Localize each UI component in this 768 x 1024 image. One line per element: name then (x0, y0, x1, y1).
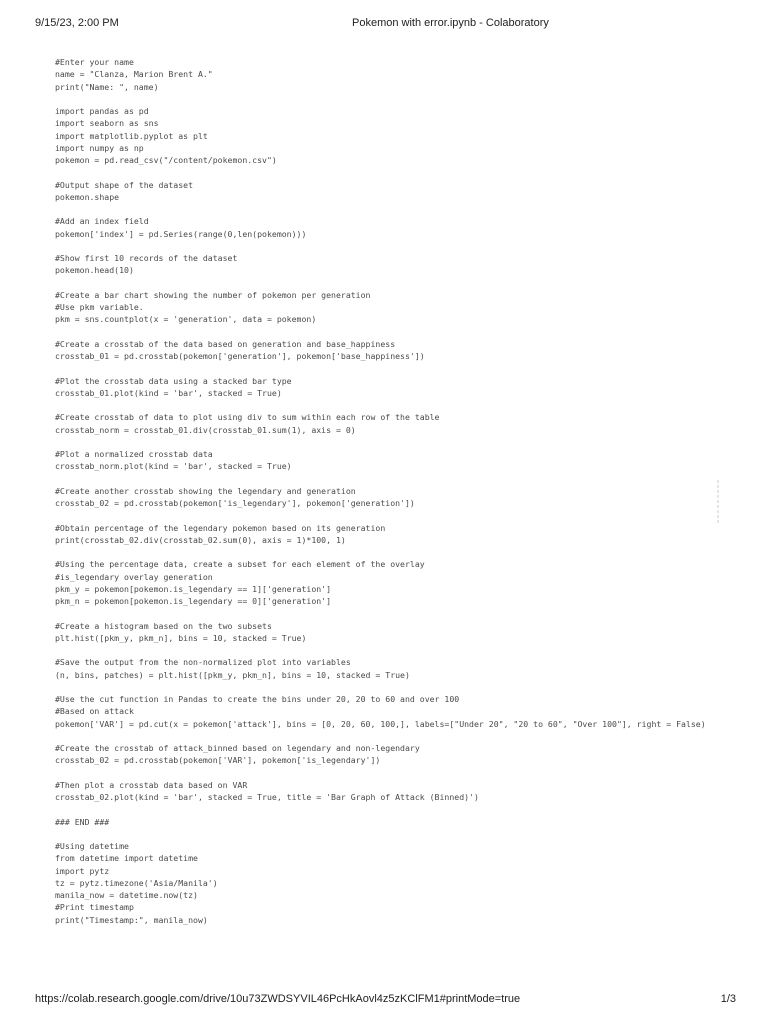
code-line: crosstab_norm = crosstab_01.div(crosstab_01.sum(1), axis = 0) (55, 424, 356, 435)
code-line (55, 399, 706, 411)
code-line: #Create a crosstab of the data based on generation and base_happiness (55, 338, 396, 349)
code-line (55, 166, 706, 178)
code-line (55, 277, 706, 289)
code-line: #Save the output from the non-normalized plot into variables (55, 657, 351, 668)
code-line: #Obtain percentage of the legendary pokemon based on its generation (55, 522, 386, 533)
code-line (55, 644, 706, 656)
code-line: #Plot the crosstab data using a stacked bar type (55, 375, 292, 386)
code-line: #Plot a normalized crosstab data (55, 449, 213, 459)
code-line: #is_legendary overlay generation (55, 571, 213, 582)
side-watermark (714, 478, 722, 548)
code-line (55, 93, 706, 105)
code-line: #Create a bar chart showing the number of pokemon per generation (55, 289, 371, 300)
code-cell (55, 56, 706, 926)
code-line: (n, bins, patches) = plt.hist([pkm_y, pkm_n], bins = 10, stacked = True) (55, 669, 410, 680)
code-line (55, 767, 706, 779)
code-line: #Using datetime (55, 841, 129, 851)
code-line: #Output shape of the dataset (55, 179, 194, 190)
code-line: crosstab_norm.plot(kind = 'bar', stacked = True) (55, 461, 292, 472)
code-line: pokemon.shape (55, 191, 120, 202)
code-line: pkm = sns.countplot(x = 'generation', data = pokemon) (55, 314, 317, 325)
code-line: #Create a histogram based on the two subsets (55, 620, 272, 631)
code-line: import seaborn as sns (55, 118, 159, 129)
code-line (55, 362, 706, 374)
code-line: name = "Clanza, Marion Brent A." (55, 69, 213, 80)
print-header-datetime: 9/15/23, 2:00 PM (35, 17, 119, 29)
code-line: ### END ### (55, 816, 110, 827)
code-line: #Use the cut function in Pandas to create the bins under 20, 20 to 60 and over 100 (55, 694, 460, 704)
code-line (55, 607, 706, 619)
code-line: pokemon = pd.read_csv("/content/pokemon.csv") (55, 155, 277, 165)
code-line (55, 203, 706, 215)
code-line: print("Name: ", name) (55, 81, 159, 92)
code-line: #Print timestamp (55, 902, 134, 913)
code-line: print("Timestamp:", manila_now) (55, 914, 208, 925)
code-line: tz = pytz.timezone('Asia/Manila') (55, 877, 218, 888)
code-line: import numpy as np (55, 142, 144, 153)
code-line: crosstab_02 = pd.crosstab(pokemon['is_legendary'], pokemon['generation']) (55, 498, 415, 508)
code-line: print(crosstab_02.div(crosstab_02.sum(0), axis = 1)*100, 1) (55, 534, 346, 545)
code-line: #Show first 10 records of the dataset (55, 253, 238, 263)
code-line: #Then plot a crosstab data based on VAR (55, 779, 248, 790)
code-line (55, 473, 706, 485)
code-line: pkm_n = pokemon[pokemon.is_legendary == 0]['generation'] (55, 596, 332, 606)
print-footer-url[interactable]: https://colab.research.google.com/drive/10u73ZWDSYVIL46PcHkAovl4z5zKClFM1#printMode=true (35, 993, 521, 1005)
code-line (55, 509, 706, 521)
code-line: pokemon['VAR'] = pd.cut(x = pokemon['attack'], bins = [0, 20, 60, 100,], labels=["Under 20", "20 to 60", "Over 100"], right = False) (55, 718, 706, 729)
code-line: import pandas as pd (55, 106, 149, 116)
code-line: #Use pkm variable. (55, 302, 144, 312)
code-line: from datetime import datetime (55, 853, 198, 864)
code-line: #Create the crosstab of attack_binned based on legendary and non-legendary (55, 743, 420, 753)
code-line: crosstab_01.plot(kind = 'bar', stacked = True) (55, 387, 282, 398)
code-line: #Based on attack (55, 706, 134, 717)
code-line: #Add an index field (55, 216, 149, 227)
print-footer-page-number: 1/3 (720, 993, 736, 1005)
code-line (55, 828, 706, 840)
code-line: pkm_y = pokemon[pokemon.is_legendary == 1]['generation'] (55, 583, 332, 594)
print-header-title: Pokemon with error.ipynb - Colaboratory (352, 17, 549, 29)
code-line: crosstab_02.plot(kind = 'bar', stacked = True, title = 'Bar Graph of Attack (Binned)') (55, 792, 479, 802)
code-line: plt.hist([pkm_y, pkm_n], bins = 10, stacked = True) (55, 632, 307, 643)
code-line: pokemon['index'] = pd.Series(range(0,len(pokemon))) (55, 228, 307, 239)
code-line: #Create another crosstab showing the legendary and generation (55, 485, 356, 496)
code-line (55, 546, 706, 558)
code-line (55, 240, 706, 252)
code-line (55, 326, 706, 338)
code-line: #Create crosstab of data to plot using div to sum within each row of the table (55, 412, 440, 423)
code-line: import pytz (55, 865, 110, 876)
code-line (55, 803, 706, 815)
code-line: pokemon.head(10) (55, 265, 134, 276)
code-line: #Enter your name (55, 57, 134, 67)
code-line (55, 730, 706, 742)
code-line: import matplotlib.pyplot as plt (55, 130, 208, 141)
code-line: #Using the percentage data, create a subset for each element of the overlay (55, 559, 425, 570)
code-line: crosstab_01 = pd.crosstab(pokemon['generation'], pokemon['base_happiness']) (55, 351, 425, 361)
code-line: crosstab_02 = pd.crosstab(pokemon['VAR'], pokemon['is_legendary']) (55, 755, 381, 766)
code-line: manila_now = datetime.now(tz) (55, 890, 198, 900)
code-line (55, 436, 706, 448)
code-line (55, 681, 706, 693)
